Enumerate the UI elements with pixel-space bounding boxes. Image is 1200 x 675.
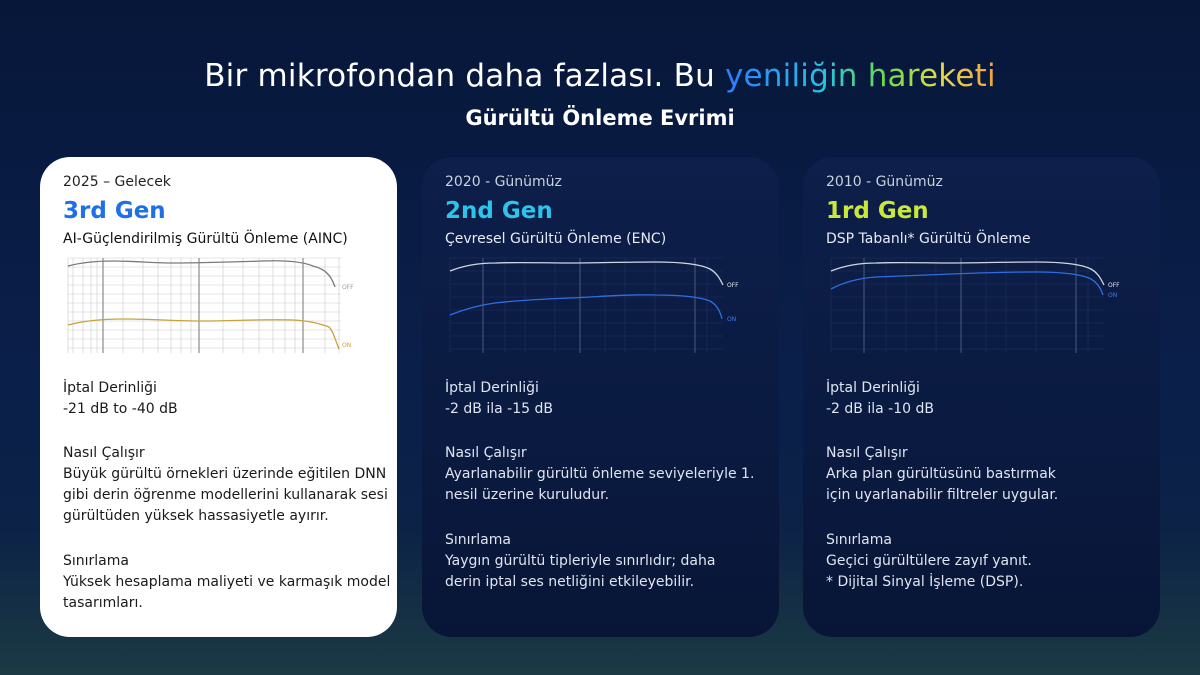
off-label: OFF (1108, 282, 1120, 289)
limit-line: tasarımları. (63, 595, 143, 611)
depth-title: İptal Derinliği (826, 380, 920, 396)
limit-line: Geçici gürültülere zayıf yanıt. (826, 553, 1032, 569)
limit-line: Yüksek hesaplama maliyeti ve karmaşık model (63, 574, 391, 590)
how-it-works (63, 443, 393, 527)
title-prefix: Bir mikrofondan daha fazlası. Bu (204, 58, 725, 94)
how-title: Nasıl Çalışır (445, 445, 527, 461)
card-period: 2010 - Günümüz (826, 174, 943, 190)
how-line: gibi derin öğrenme modellerini kullanarak sesi (63, 487, 388, 503)
limit-title: Sınırlama (826, 532, 892, 548)
limit-line: Yaygın gürültü tipleriyle sınırlıdır; daha (445, 553, 716, 569)
how-line: Büyük gürültü örnekleri üzerinde eğitilen DNN (63, 466, 387, 482)
limitation (826, 530, 1156, 593)
depth-value: -2 dB ila -15 dB (445, 401, 553, 417)
noise-response-chart (445, 253, 741, 361)
card-period: 2025 – Gelecek (63, 174, 171, 190)
card-period: 2020 - Günümüz (445, 174, 562, 190)
how-it-works (445, 443, 775, 506)
depth-value: -2 dB ila -10 dB (826, 401, 934, 417)
card-generation: 1rd Gen (826, 198, 929, 224)
limitation (445, 530, 775, 593)
on-label: ON (342, 342, 352, 349)
off-label: OFF (727, 282, 739, 289)
limit-title: Sınırlama (63, 553, 129, 569)
card-description: AI-Güçlendirilmiş Gürültü Önleme (AINC) (63, 231, 348, 247)
on-label: ON (727, 316, 737, 323)
card-2nd-gen[interactable] (422, 157, 779, 637)
limit-line: derin iptal ses netliğini etkileyebilir. (445, 574, 695, 590)
page-subtitle: Gürültü Önleme Evrimi (465, 106, 735, 130)
how-it-works (826, 443, 1156, 506)
page-title (0, 58, 1200, 94)
noise-response-chart (826, 253, 1122, 361)
off-curve (450, 262, 723, 285)
on-curve (831, 272, 1103, 295)
card-1rd-gen[interactable] (803, 157, 1160, 637)
how-line: nesil üzerine kuruludur. (445, 487, 610, 503)
depth-title: İptal Derinliği (445, 380, 539, 396)
noise-response-chart (63, 253, 359, 361)
how-line: için uyarlanabilir filtreler uygular. (826, 487, 1059, 503)
how-title: Nasıl Çalışır (826, 445, 908, 461)
title-highlight: yeniliğin hareketi (725, 58, 996, 94)
card-generation: 3rd Gen (63, 198, 166, 224)
card-generation: 2nd Gen (445, 198, 553, 224)
off-label: OFF (342, 284, 354, 291)
how-line: Ayarlanabilir gürültü önleme seviyeleriyle 1. (445, 466, 755, 482)
card-3rd-gen[interactable] (40, 157, 397, 637)
cancellation-depth (826, 378, 1156, 420)
how-line: Arka plan gürültüsünü bastırmak (826, 466, 1056, 482)
limit-line: * Dijital Sinyal İşleme (DSP). (826, 574, 1024, 590)
card-description: DSP Tabanlı* Gürültü Önleme (826, 231, 1031, 247)
depth-value: -21 dB to -40 dB (63, 401, 178, 417)
on-curve (450, 295, 722, 319)
cancellation-depth (445, 378, 775, 420)
depth-title: İptal Derinliği (63, 380, 157, 396)
on-label: ON (1108, 292, 1118, 299)
limitation (63, 551, 393, 614)
limit-title: Sınırlama (445, 532, 511, 548)
how-line: gürültüden yüksek hassasiyetle ayırır. (63, 508, 329, 524)
cancellation-depth (63, 378, 393, 420)
how-title: Nasıl Çalışır (63, 445, 145, 461)
card-description: Çevresel Gürültü Önleme (ENC) (445, 231, 667, 247)
